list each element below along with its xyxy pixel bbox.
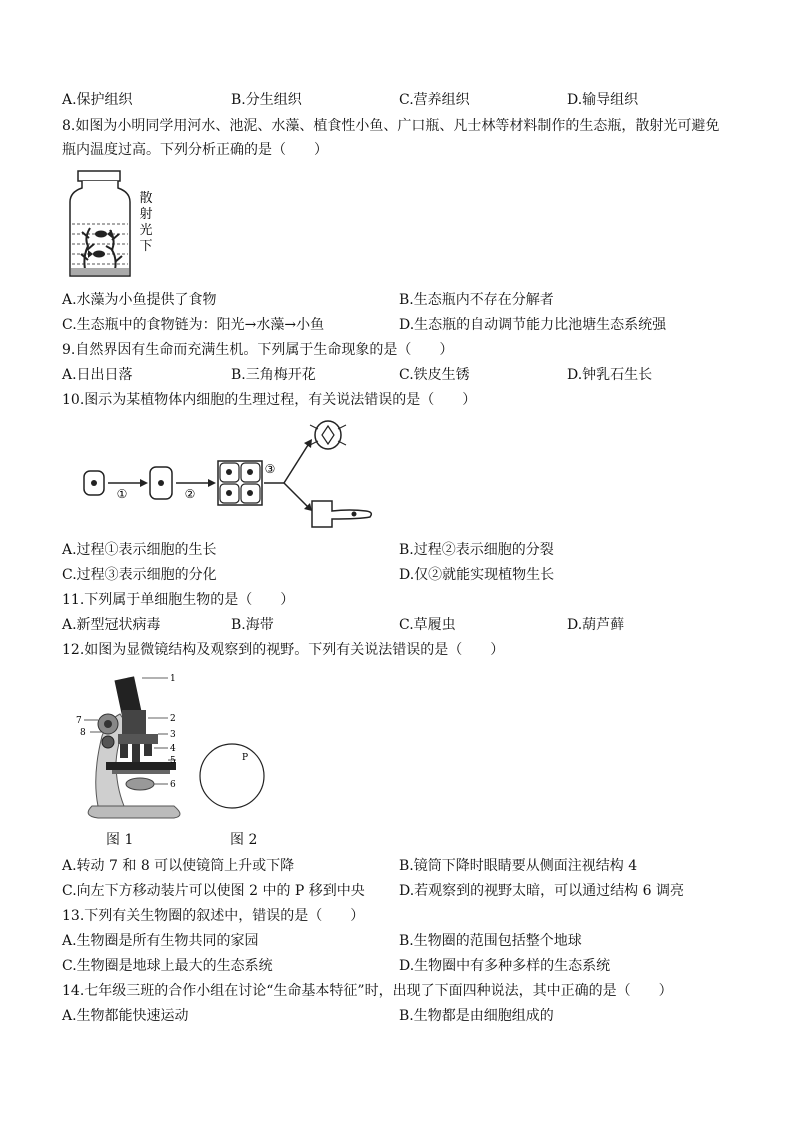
q11-option-d: D.葫芦藓: [567, 617, 625, 633]
part-number-5: 5: [170, 756, 176, 766]
q12-option-c: C.向左下方移动装片可以使图 2 中的 P 移到中央: [62, 883, 365, 899]
figure-2-caption: 图 2: [230, 832, 258, 848]
q9-option-d: D.钟乳石生长: [567, 367, 653, 383]
q7-option-b: B.分生组织: [231, 92, 302, 108]
q8-option-a: A.水藻为小鱼提供了食物: [62, 292, 217, 308]
q13-option-b: B.生物圈的范围包括整个地球: [399, 933, 582, 949]
field-letter-p: P: [242, 753, 249, 763]
q7-option-a: A.保护组织: [62, 92, 133, 108]
step-2-label: ②: [184, 487, 196, 501]
q8-option-b: B.生态瓶内不存在分解者: [399, 292, 554, 308]
q9-option-b: B.三角梅开花: [231, 367, 316, 383]
cell-process-figure: [70, 415, 390, 535]
q14-option-b: B.生物都是由细胞组成的: [399, 1008, 554, 1024]
q11-option-a: A.新型冠状病毒: [62, 617, 161, 633]
figure-1-caption: 图 1: [106, 832, 134, 848]
q7-option-c: C.营养组织: [399, 92, 470, 108]
q8-option-c: C.生态瓶中的食物链为：阳光→水藻→小鱼: [62, 317, 325, 333]
q13-stem: 13.下列有关生物圈的叙述中，错误的是（ ）: [62, 908, 365, 924]
q13-option-d: D.生物圈中有多种多样的生态系统: [399, 958, 611, 974]
q10-option-a: A.过程①表示细胞的生长: [62, 542, 217, 558]
step-1-label: ①: [116, 487, 128, 501]
q11-option-b: B.海带: [231, 617, 274, 633]
q14-stem: 14.七年级三班的合作小组在讨论“生命基本特征”时，出现了下面四种说法，其中正确的是（ ）: [62, 983, 673, 999]
part-number-7: 7: [76, 716, 82, 726]
scattered-light-label-2: 射: [139, 207, 153, 222]
q9-stem: 9.自然界因有生命而充满生机。下列属于生命现象的是（ ）: [62, 342, 454, 358]
q9-option-c: C.铁皮生锈: [399, 367, 470, 383]
step-3-label: ③: [264, 462, 276, 476]
q14-option-a: A.生物都能快速运动: [62, 1008, 189, 1024]
part-number-3: 3: [170, 730, 176, 740]
scattered-light-label-1: 散: [139, 191, 153, 206]
q8-stem-line2: 瓶内温度过高。下列分析正确的是（ ）: [62, 142, 328, 158]
q8-stem-line1: 8.如图为小明同学用河水、池泥、水藻、植食性小鱼、广口瓶、凡士林等材料制作的生态瓶，散射光可避免: [62, 118, 720, 134]
q11-option-c: C.草履虫: [399, 617, 456, 633]
q10-option-b: B.过程②表示细胞的分裂: [399, 542, 554, 558]
part-number-1: 1: [170, 674, 176, 684]
scattered-light-label-4: 下: [139, 239, 153, 254]
q11-stem: 11.下列属于单细胞生物的是（ ）: [62, 592, 295, 608]
q8-option-d: D.生态瓶的自动调节能力比池塘生态系统强: [399, 317, 667, 333]
q12-option-b: B.镜筒下降时眼睛要从侧面注视结构 4: [399, 858, 638, 874]
q10-option-c: C.过程③表示细胞的分化: [62, 567, 217, 583]
scattered-light-label-3: 光: [139, 223, 153, 238]
q12-option-a: A.转动 7 和 8 可以使镜筒上升或下降: [62, 858, 295, 874]
q12-stem: 12.如图为显微镜结构及观察到的视野。下列有关说法错误的是（ ）: [62, 642, 505, 658]
part-number-8: 8: [80, 728, 86, 738]
q9-option-a: A.日出日落: [62, 367, 133, 383]
microscope-figure: [62, 666, 272, 824]
q10-stem: 10.图示为某植物体内细胞的生理过程，有关说法错误的是（ ）: [62, 392, 477, 408]
q12-option-d: D.若观察到的视野太暗，可以通过结构 6 调亮: [399, 883, 684, 899]
ecosystem-bottle-figure: [64, 168, 164, 284]
q13-option-a: A.生物圈是所有生物共同的家园: [62, 933, 259, 949]
part-number-6: 6: [170, 780, 176, 790]
q10-option-d: D.仅②就能实现植物生长: [399, 567, 555, 583]
q7-option-d: D.输导组织: [567, 92, 639, 108]
part-number-2: 2: [170, 714, 176, 724]
q13-option-c: C.生物圈是地球上最大的生态系统: [62, 958, 273, 974]
part-number-4: 4: [170, 744, 176, 754]
